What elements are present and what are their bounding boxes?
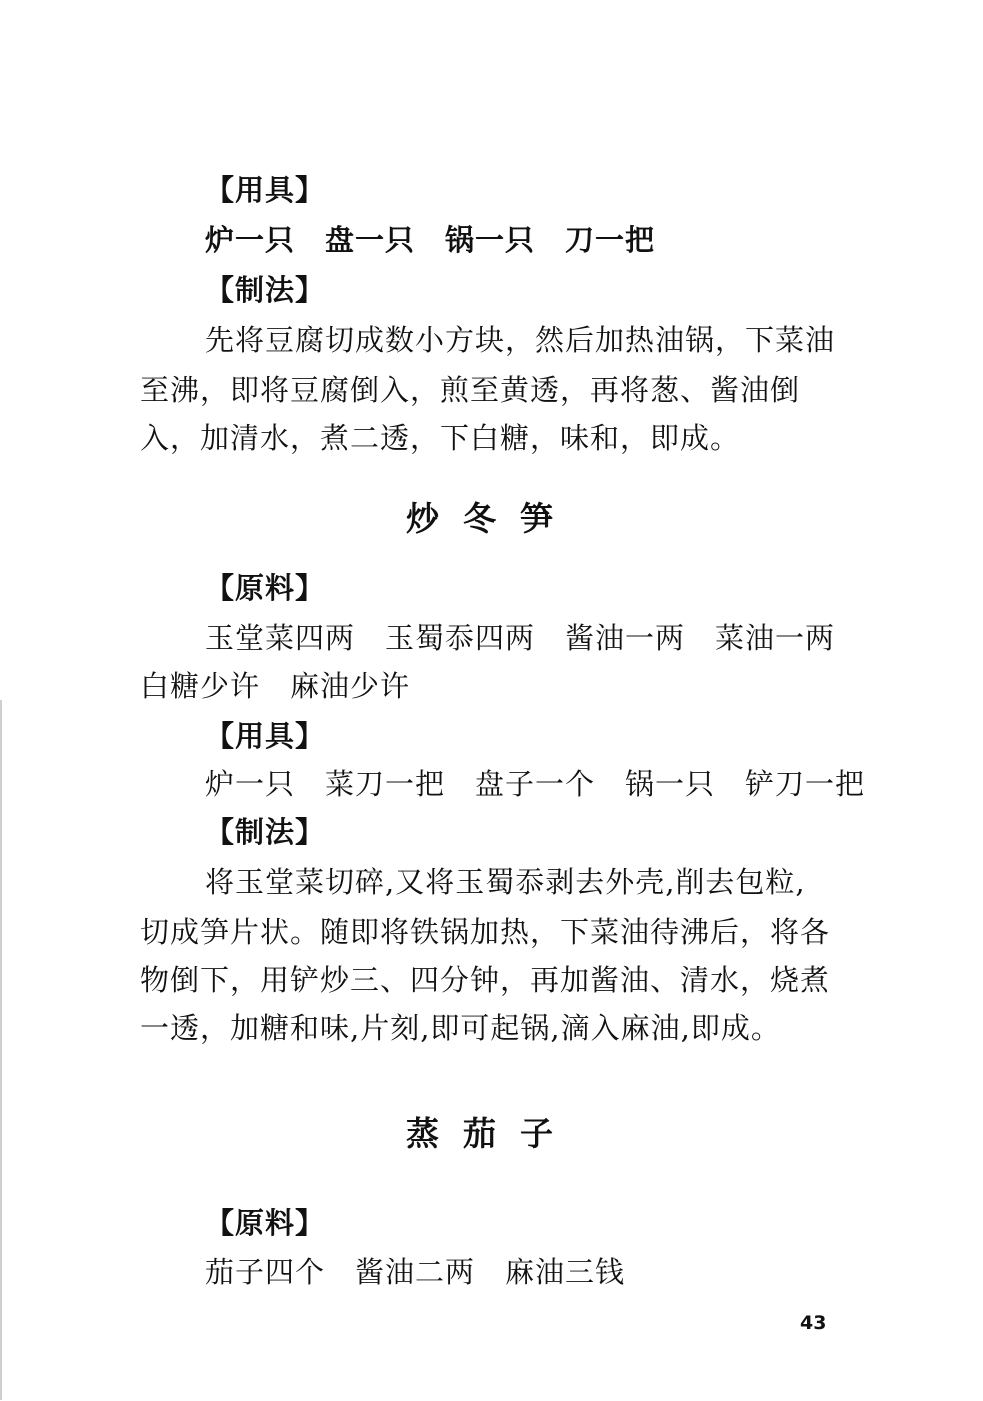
page-edge-shadow	[0, 700, 2, 1400]
method-header: 【制法】	[205, 273, 326, 307]
ingredients-line-2: 白糖少许 麻油少许	[140, 669, 411, 703]
recipe-title: 炒冬笋	[406, 499, 577, 538]
tools-list: 炉一只 盘一只 锅一只 刀一把	[205, 223, 656, 257]
method-line-4: 一透，加糖和味,片刻,即可起锅,滴入麻油,即成。	[140, 1011, 781, 1045]
ingredients-header: 【原料】	[205, 571, 326, 605]
recipe-title: 蒸茄子	[406, 1114, 577, 1153]
tools-header: 【用具】	[205, 173, 326, 207]
method-line-1: 先将豆腐切成数小方块，然后加热油锅，下菜油	[205, 323, 836, 357]
page-number: 43	[800, 1312, 827, 1334]
tools-list: 炉一只 菜刀一把 盘子一个 锅一只 铲刀一把	[205, 767, 866, 801]
ingredients-header: 【原料】	[205, 1206, 326, 1240]
ingredients-line-1: 玉堂菜四两 玉蜀忝四两 酱油一两 菜油一两	[205, 621, 836, 655]
ingredients-line-1: 茄子四个 酱油二两 麻油三钱	[205, 1255, 626, 1289]
method-line-3: 入，加清水，煮二透，下白糖，味和，即成。	[140, 421, 741, 455]
method-line-2: 切成笋片状。随即将铁锅加热，下菜油待沸后，将各	[140, 915, 831, 949]
method-line-2: 至沸，即将豆腐倒入，煎至黄透，再将葱、酱油倒	[140, 373, 801, 407]
tools-header: 【用具】	[205, 719, 326, 753]
method-line-1: 将玉堂菜切碎,又将玉蜀忝剥去外壳,削去包粒,	[205, 865, 806, 899]
method-line-3: 物倒下，用铲炒三、四分钟，再加酱油、清水，烧煮	[140, 963, 831, 997]
method-header: 【制法】	[205, 815, 326, 849]
